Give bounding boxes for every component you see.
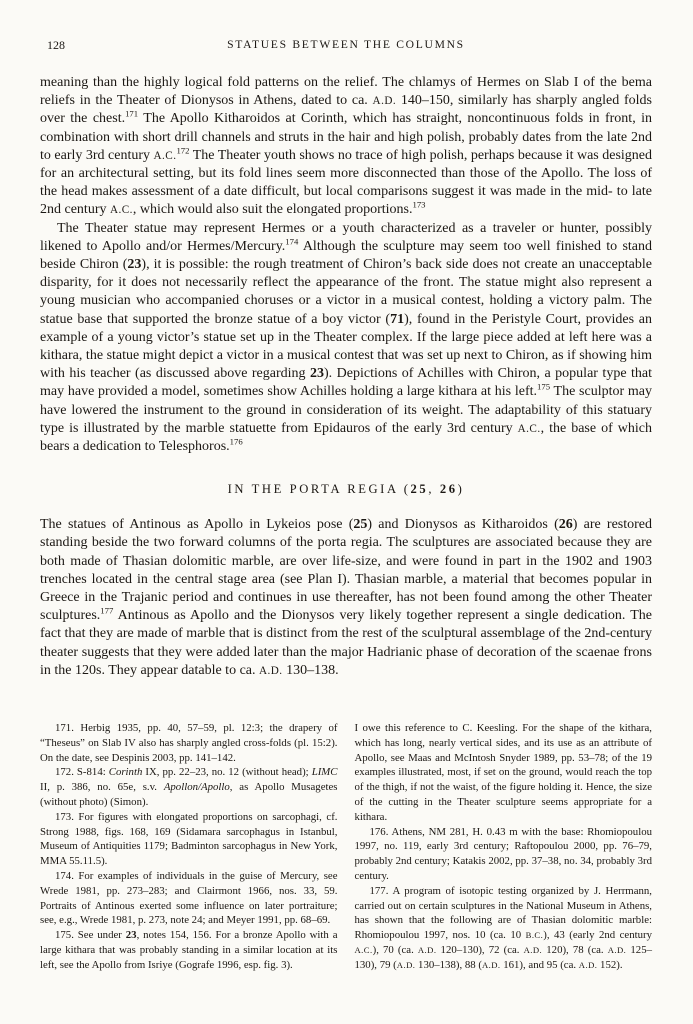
page-number: 128: [47, 38, 65, 52]
footnotes-right-column: [355, 721, 653, 973]
section-heading-porta-regia: IN THE PORTA REGIA (25, 26): [227, 482, 465, 497]
page-header: [40, 38, 652, 53]
footnote-177: 177. A program of isotopic testing organized by J. Herrmann, carried out on certain sculptures in the National Museum in Athens, has shown that the following are of Thasian dolomitic marble: Rhomiopoulou 1997, nos. 10 (ca. 10 B.C.), 43 (early 2nd century A.C.), 70 (ca. A.D. 120–130), 72 (ca. A.D. 120), 78 (ca. A.D. 125–130), 79 (A.D. 130–138), 88 (A.D. 161), and 95 (ca. A.D. 152).: [354, 884, 652, 971]
main-text: [40, 74, 652, 680]
paragraph-fold-patterns: meaning than the highly logical fold patterns on the relief. The chlamys of Hermes on Slab I of the bema reliefs in the Theater of Dionysos in Athens, dated to ca. A.D. 140–150, similarly has sharply angled folds over the chest.$^{171}$ The Apollo Kitharoidos at Corinth, which has straight, noncontinuous folds in front, in combination with short drill channels and struts in the hair and high polish, probably dates from the late 2nd to early 3rd century A.C.$^{172}$ The Theater youth shows no trace of high polish, perhaps because it was designed for an architectural setting, but its fold lines seem more disconnected than those of the Apollo. The loss of the head makes assessment of a date difficult, but local comparisons suggest it was made in the mid- to late 2nd century A.C., which would also suit the elongated proportions.$^{173}$: [40, 75, 653, 218]
footnotes-left-column: [40, 721, 338, 973]
footnote-176: 176. Athens, NM 281, H. 0.43 m with the base: Rhomiopoulou 1997, no. 119, early 3rd century; Raftopoulou 2000, pp. 76–79, probably 2nd century; Katakis 2002, pp. 37–38, no. 34, probably 3rd century.: [354, 825, 652, 883]
running-head: STATUES BETWEEN THE COLUMNS: [227, 38, 465, 51]
footnotes-block: [40, 721, 652, 973]
footnote-171: 171. Herbig 1935, pp. 40, 57–59, pl. 12:3; the drapery of “Theseus” on Slab IV also has sharply angled cross-folds (pl. 15:2). On the date, see Despinis 2003, pp. 141–142.: [40, 722, 338, 764]
paragraph-theater-statue: The Theater statue may represent Hermes or a youth characterized as a traveler or hunter, possibly likened to Apollo and/or Hermes/Mercury.$^{174}$ Although the sculpture may seem too well finished to stand beside Chiron (23), it is possible: the rough treatment of Chiron’s back side does not create an unacceptable disparity, for it does not necessarily reflect the appearance of the front. The statue might also represent a young musician who accompanied choruses or a victor in a musical contest, holding a victory palm. The statue base that supported the bronze statue of a boy victor (71), found in the Peristyle Court, provides an example of a young victor’s statue set up in the Theater complex. If the large piece added at left here was a kithara, the statue might depict a victor in a musical contest that was set up next to Chiron, as if showing him with his teacher (as discussed above regarding 23). Depictions of Achilles with Chiron, a popular type that may have provided a model, sometimes show Achilles holding a large kithara at his left.$^{175}$ The sculptor may have lowered the instrument to the ground in consideration of its weight. The adaptability of this statuary type is illustrated by the marble statuette from Epidauros of the early 3rd century A.C., the base of which bears a dedication to Telesphoros.$^{176}$: [40, 220, 652, 455]
paragraph-porta-regia: The statues of Antinous as Apollo in Lykeios pose (25) and Dionysos as Kitharoidos (26) are restored standing beside the two forward columns of the porta regia. The sculptures are associated because they are both made of Thasian dolomitic marble, are over life-size, and were found in part in the 1902 and 1903 trenches located in the central stage area (see Plan I). Thasian marble, a material that becomes popular in Greece in the Trajanic period and continues in use thereafter, has not been found among the other Theater sculptures.$^{177}$ Antinous as Apollo and the Dionysos very likely together represent a single dedication. The fact that they are made of marble that is distinct from the rest of the sculptural assemblage of the 2nd-century theater suggests that they were added later than the major Hadrianic phase of decoration of the scaenae frons in the 120s. They appear datable to ca. A.D. 130–138.: [40, 517, 653, 678]
footnote-175: 175. See under 23, notes 154, 156. For a bronze Apollo with a large kithara that was probably standing in a similar location at its left, see the Apollo from Isriye (Gografe 1996, esp. fig. 3).: [40, 929, 338, 971]
footnote-175-continuation: I owe this reference to C. Keesling. For the shape of the kithara, which has long, nearly vertical sides, and its use as an attribute of Apollo, see Maas and McIntosh Snyder 1989, pp. 53–78; of the 19 examples illustrated, most, if set on the ground, would reach the top of the thigh, if not the waist, of the figure holding it. Hence, the size of the cutting in the Theater sculpture seems appropriate for a kithara.: [354, 722, 652, 823]
footnote-173: 173. For figures with elongated proportions on sarcophagi, cf. Strong 1988, figs. 168, 169 (Sidamara sarcophagus in Istanbul, Museum of Antiquities 1179; Badminton sarcophagus in New York, MMA 55.11.5).: [40, 810, 338, 868]
footnote-174: 174. For examples of individuals in the guise of Mercury, see Wrede 1981, pp. 273–283; and Clairmont 1966, nos. 33, 59. Portraits of Antinous exerted some influence on later portraiture; see, e.g., Wrede 1981, p. 273, note 24; and Meyer 1991, pp. 68–69.: [40, 870, 338, 927]
footnote-172: 172. S-814: Corinth IX, pp. 22–23, no. 12 (without head); LIMC II, p. 386, no. 65e, s.v. Apollon/Apollo, as Apollo Musagetes (without photo) (Simon).: [40, 766, 338, 809]
